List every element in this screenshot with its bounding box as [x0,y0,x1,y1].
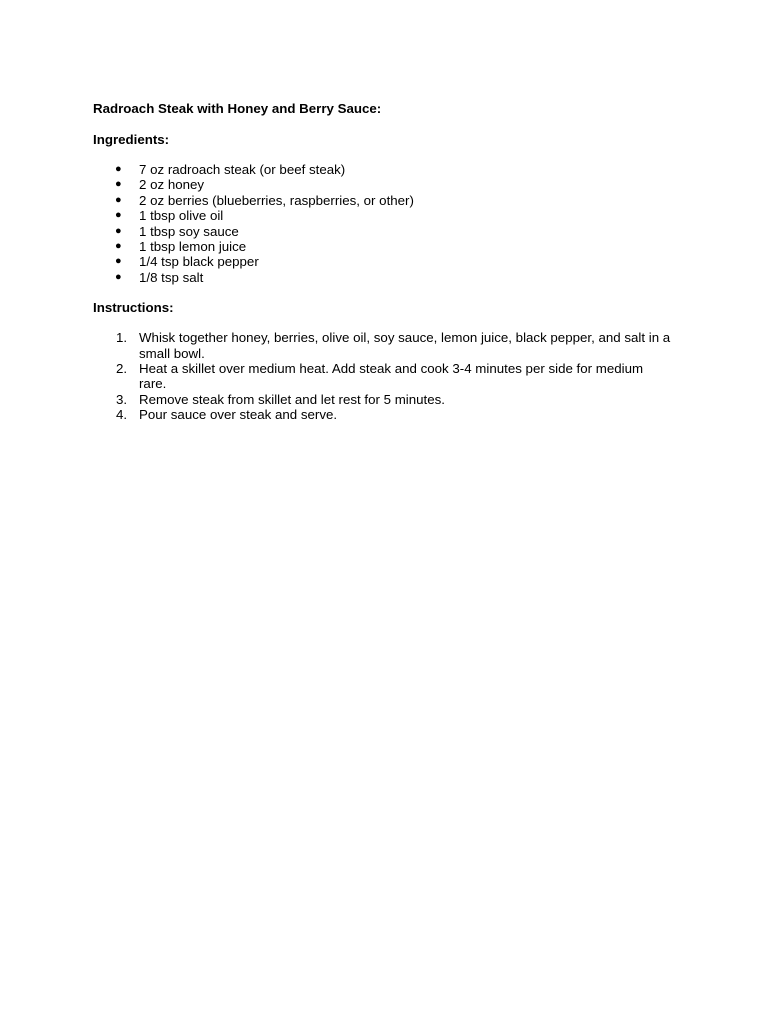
step-number: 1. [116,330,128,346]
list-item [93,224,673,239]
ingredient-text: 1 tbsp soy sauce [139,223,239,239]
ingredients-list [93,162,673,285]
step-number: 4. [116,407,128,423]
list-item [93,254,673,269]
list-item [93,208,673,223]
bullet-icon: ● [115,193,122,206]
bullet-icon: ● [115,270,122,283]
list-item [93,392,673,407]
list-item [93,239,673,254]
instructions-heading: Instructions: [93,300,174,316]
recipe-title: Radroach Steak with Honey and Berry Sauce: [93,101,382,116]
ingredient-text: 1 tbsp lemon juice [139,239,247,255]
bullet-icon: ● [115,209,122,222]
step-text: Pour sauce over steak and serve. [139,407,338,423]
recipe-content [93,100,673,437]
instructions-list [93,330,673,422]
list-item [93,407,673,422]
ingredient-text: 2 oz honey [139,177,205,193]
step-text: Remove steak from skillet and let rest for 5 minutes. [139,391,445,407]
ingredient-text: 1/8 tsp salt [139,269,204,285]
bullet-icon: ● [115,224,122,237]
ingredient-text: 1 tbsp olive oil [139,208,224,224]
ingredient-text: 7 oz radroach steak (or beef steak) [139,162,346,177]
bullet-icon: ● [115,163,122,175]
list-item [93,177,673,192]
bullet-icon: ● [115,255,122,268]
step-number: 3. [116,391,128,407]
list-item [93,270,673,285]
list-item [93,330,673,361]
bullet-icon: ● [115,240,122,253]
ingredients-heading: Ingredients: [93,132,170,147]
step-text: Whisk together honey, berries, olive oil, soy sauce, lemon juice, black pepper, and salt in a small bowl. [139,330,671,361]
ingredient-text: 2 oz berries (blueberries, raspberries, or other) [139,192,414,208]
ingredient-text: 1/4 tsp black pepper [139,254,259,270]
bullet-icon: ● [115,178,122,191]
list-item [93,162,673,177]
step-text: Heat a skillet over medium heat. Add steak and cook 3-4 minutes per side for medium rare. [139,361,644,392]
list-item [93,193,673,208]
step-number: 2. [116,361,128,377]
list-item [93,361,673,392]
